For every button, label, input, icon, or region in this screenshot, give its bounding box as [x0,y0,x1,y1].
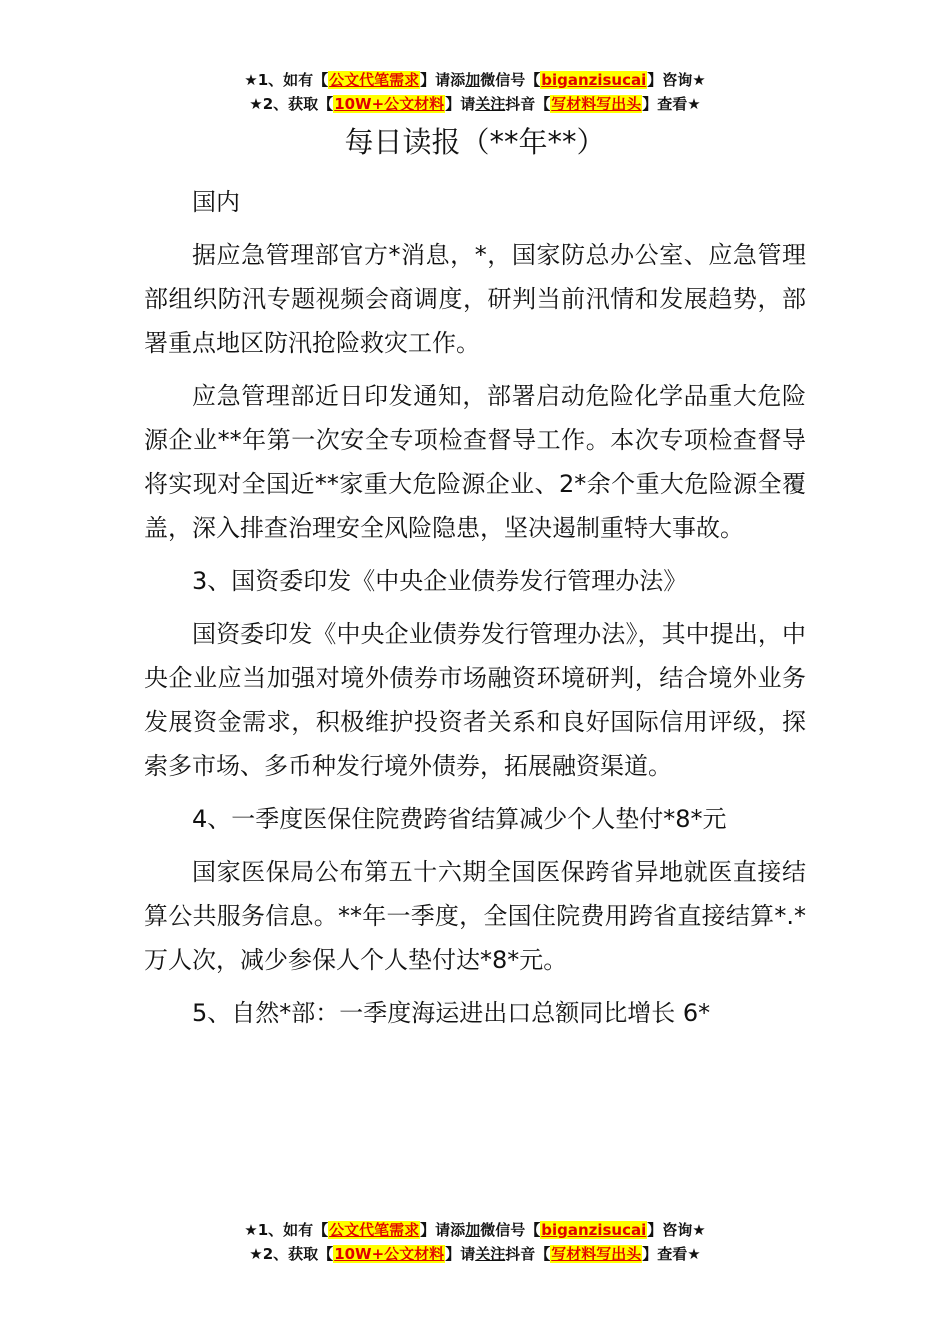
banner-text: 抖音【 [505,95,551,113]
banner-line-1 [0,1218,950,1242]
banner-underline: 关注 [475,95,506,113]
banner-line-1 [0,68,950,92]
banner-text: 】请 [445,95,476,113]
banner-highlight: 公文代笔需求 [329,71,420,89]
banner-text: 】查看★ [642,1245,701,1263]
banner-text: ★1、如有【 [244,71,329,89]
paragraph: 应急管理部近日印发通知，部署启动危险化学品重大危险源企业**年第一次安全专项检查督导工作。本次专项检查督导将实现对全国近**家重大危险源企业、2*余个重大危险源全覆盖，深入排查治理安全风险隐患，坚决遏制重特大事故。 [144,382,806,542]
banner-highlight: biganzisucai [541,71,647,89]
banner-highlight: 写材料写出头 [551,95,642,113]
banner-underline: 加 [465,1221,481,1239]
banner-highlight: 写材料写出头 [551,1245,642,1263]
banner-text: 微信号【 [480,71,541,89]
banner-text: ★2、获取【 [249,1245,334,1263]
banner-highlight: 公文代笔需求 [329,1221,420,1239]
banner-text: ★2、获取【 [249,95,334,113]
footer-banner [0,1218,950,1266]
banner-text: 微信号【 [480,1221,541,1239]
banner-text: 】咨询★ [647,71,706,89]
banner-text: 抖音【 [505,1245,551,1263]
banner-text: 】咨询★ [647,1221,706,1239]
paragraph: 据应急管理部官方*消息，*，国家防总办公室、应急管理部组织防汛专题视频会商调度，研判当前汛情和发展趋势，部署重点地区防汛抢险救灾工作。 [144,241,806,357]
banner-text: ★1、如有【 [244,1221,329,1239]
banner-line-2 [0,1242,950,1266]
banner-text: 】请添 [420,71,466,89]
banner-text: 】请添 [420,1221,466,1239]
paragraph: 国家医保局公布第五十六期全国医保跨省异地就医直接结算公共服务信息。**年一季度，全国住院费用跨省直接结算*.*万人次，减少参保人个人垫付达*8*元。 [144,858,806,974]
banner-text: 】查看★ [642,95,701,113]
banner-underline: 关注 [475,1245,506,1263]
item-heading: 5、自然*部：一季度海运进出口总额同比增长 6* [192,999,711,1027]
item-heading: 3、国资委印发《中央企业债券发行管理办法》 [192,567,688,595]
header-banner [0,68,950,116]
banner-line-2 [0,92,950,116]
banner-text: 】请 [445,1245,476,1263]
paragraph: 国资委印发《中央企业债券发行管理办法》，其中提出，中央企业应当加强对境外债券市场融资环境研判，结合境外业务发展资金需求，积极维护投资者关系和良好国际信用评级，探索多市场、多币种发行境外债券，拓展融资渠道。 [144,620,806,780]
document-title: 每日读报（**年**） [344,125,606,159]
banner-highlight: biganzisucai [541,1221,647,1239]
banner-underline: 加 [465,71,481,89]
section-heading: 国内 [192,188,240,216]
item-heading: 4、一季度医保住院费跨省结算减少个人垫付*8*元 [192,805,727,833]
document-body [144,180,806,1044]
banner-highlight: 10W+公文材料 [334,95,445,113]
banner-highlight: 10W+公文材料 [334,1245,445,1263]
